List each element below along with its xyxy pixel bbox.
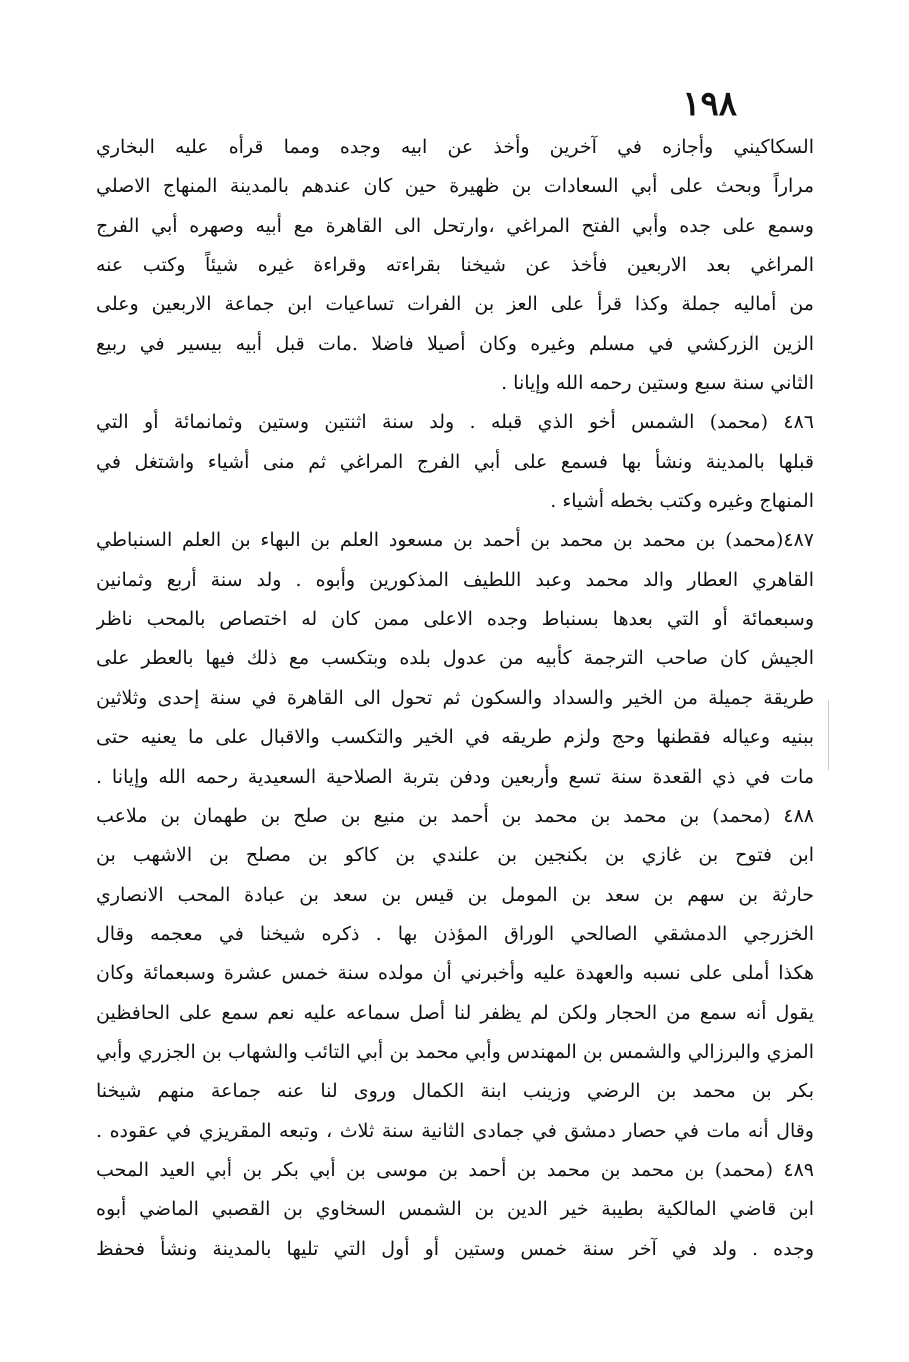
text-line: من أماليه جملة وكذا قرأ على العز بن الفرات تساعيات ابن جماعة الاربعين وعلى (96, 293, 814, 316)
text-line: القاهري العطار والد محمد وعبد اللطيف المذكورين وأبوه . ولد سنة أربع وثمانين (96, 568, 814, 591)
text-line: مراراً وبحث على أبي السعادات بن ظهيرة حين كان عندهم بالمدينة المنهاج الاصلي (96, 175, 814, 198)
text-line: المنهاج وغيره وكتب بخطه أشياء . (550, 490, 814, 513)
page-number: ١٩٨ (682, 84, 737, 124)
entry-489-line: ٤٨٩ (محمد) بن محمد بن محمد بن أحمد بن موسى بن أبي بكر بن أبي العيد المحب (96, 1158, 814, 1181)
text-line: طريقة جميلة من الخير والسداد والسكون ثم تحول الى القاهرة في سنة إحدى وثلاثين (96, 686, 814, 709)
text-line: هكذا أملى على نسبه والعهدة عليه وأخبرني أن مولده سنة خمس عشرة وسبعمائة وكان (96, 962, 814, 985)
text-line: الثاني سنة سبع وستين رحمه الله وإيانا . (501, 372, 814, 395)
text-line: يقول أنه سمع من الحجار ولكن لم يظفر لنا أصل سماعه عليه نعم سمع على الحافظين (96, 1001, 814, 1024)
text-line: وجده . ولد في آخر سنة خمس وستين أو أول التي تليها بالمدينة ونشأ فحفظ (96, 1237, 814, 1260)
text-line: ببنيه وعياله فقطنها وحج ولزم طريقه في الخير والتكسب والاقبال على ما يعنيه حتى (96, 726, 814, 749)
text-line: المراغي بعد الاربعين فأخذ عن شيخنا بقراءته وقراءة غيره شيئاً وكتب عنه (96, 254, 814, 277)
text-line: مات في ذي القعدة سنة تسع وأربعين ودفن بتربة الصلاحية السعيدية رحمه الله وإيانا . (96, 765, 814, 788)
text-line: حارثة بن سهم بن سعد بن المومل بن قيس بن سعد بن عبادة المحب الانصاري (96, 883, 814, 906)
text-line: الزين الزركشي في مسلم وغيره وكان أصيلا فاضلا .مات قبل أبيه بيسير في ربيع (96, 332, 814, 355)
text-line: بكر بن محمد بن الرضي وزينب ابنة الكمال وروى لنا عنه جماعة منهم شيخنا (96, 1080, 814, 1103)
entry-486-line: ٤٨٦ (محمد) الشمس أخو الذي قبله . ولد سنة اثنتين وستين وثمانمائة أو التي (96, 411, 814, 434)
text-line: وسمع على جده وأبي الفتح المراغي ،وارتحل الى القاهرة مع أبيه وصهره أبي الفرج (96, 214, 814, 237)
text-line: الجيش كان صاحب الترجمة كأبيه من عدول بلده وبتكسب مع ذلك فيها بالعطر على (96, 647, 814, 670)
margin-mark (828, 700, 829, 770)
text-line: ابن قاضي المالكية بطيبة خير الدين بن الشمس السخاوي بن القصبي الماضي أبوه (96, 1198, 814, 1221)
text-line: وسبعمائة أو التي بعدها بسنباط وجده الاعلى ممن كان له اختصاص بالمحب ناظر (96, 608, 814, 631)
entry-487-line: ٤٨٧(محمد) بن محمد بن محمد بن أحمد بن مسعود العلم بن البهاء بن العلم السنباطي (96, 529, 814, 552)
text-line: السكاكيني وأجازه في آخرين وأخذ عن ابيه وجده ومما قرأه عليه البخاري (96, 136, 814, 158)
text-line: وقال أنه مات في حصار دمشق في جمادى الثانية سنة ثلاث ، وتبعه المقريزي في عقوده . (96, 1119, 814, 1142)
body-text (96, 128, 814, 1269)
entry-488-line: ٤٨٨ (محمد) بن محمد بن محمد بن أحمد بن منيع بن صلح بن طهمان بن ملاعب (96, 804, 814, 827)
text-line: الخزرجي الدمشقي الصالحي الوراق المؤذن بها . ذكره شيخنا في معجمه وقال (96, 922, 814, 945)
text-line: المزي والبرزالي والشمس بن المهندس وأبي محمد بن أبي التائب والشهاب بن الجزري وأبي (96, 1040, 814, 1063)
text-line: قبلها بالمدينة ونشأ بها فسمع على أبي الفرج المراغي ثم منى أشياء واشتغل في (96, 450, 814, 473)
text-line: ابن فتوح بن غازي بن بكنجين بن علندي بن كاكو بن مصلح بن الاشهب بن (96, 844, 814, 867)
